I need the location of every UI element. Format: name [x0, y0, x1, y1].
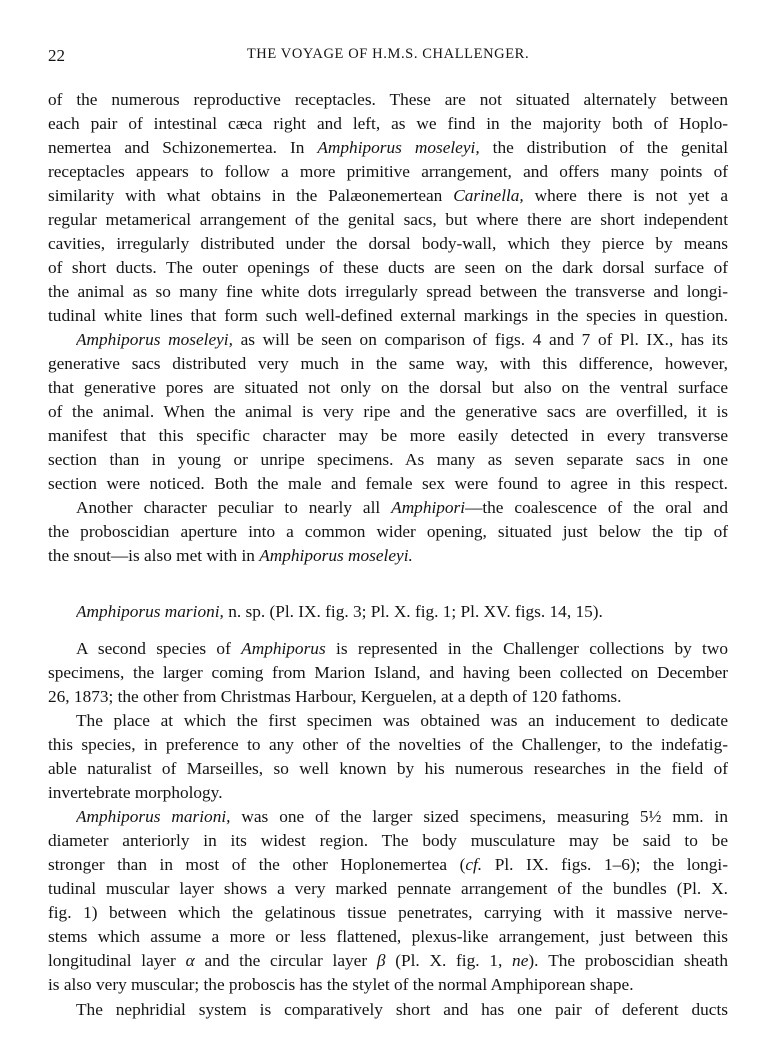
text-line: of the numerous reproductive receptacles. These are not situated alternately between	[48, 90, 728, 109]
text-line: each pair of intestinal cæca right and left, as we find in the majority both of Hoplo-	[48, 114, 728, 133]
text-line: able naturalist of Marseilles, so well known by his numerous researches in the field of	[48, 759, 728, 778]
text-line: this species, in preference to any other of the novelties of the Challenger, to the indefatig-	[48, 735, 728, 754]
text-line: is also very muscular; the proboscis has the stylet of the normal Amphiporean shape.	[48, 975, 634, 994]
text-line: section than in young or unripe specimens. As many as seven separate sacs in one	[48, 450, 728, 469]
text-line: fig. 1) between which the gelatinous tissue penetrates, carrying with it massive nerve-	[48, 903, 728, 922]
text-line: the animal as so many fine white dots irregularly spread between the transverse and longi-	[48, 282, 728, 301]
text-line: nemertea and Schizonemertea. In Amphiporus moseleyi, the distribution of the genital	[48, 138, 728, 157]
text-line: section were noticed. Both the male and female sex were found to agree in this respect.	[48, 474, 728, 493]
text-line: stronger than in most of the other Hoplonemertea (cf. Pl. IX. figs. 1–6); the longi-	[48, 855, 728, 874]
text-line: of the animal. When the animal is very ripe and the generative sacs are overfilled, it is	[48, 402, 728, 421]
text-line: invertebrate morphology.	[48, 783, 223, 802]
text-line: the snout—is also met with in Amphiporus moseleyi.	[48, 546, 413, 565]
text-line: The place at which the first specimen was obtained was an inducement to dedicate	[76, 711, 728, 730]
text-line: similarity with what obtains in the Palæonemertean Carinella, where there is not yet a	[48, 186, 728, 205]
text-line: Amphiporus marioni, was one of the larger sized specimens, measuring 5½ mm. in	[76, 807, 728, 826]
text-line: Amphiporus moseleyi, as will be seen on comparison of figs. 4 and 7 of Pl. IX., has its	[76, 330, 728, 349]
text-line: Another character peculiar to nearly all Amphipori—the coalescence of the oral and	[76, 498, 728, 517]
text-line: tudinal white lines that form such well-defined external markings in the species in question.	[48, 306, 728, 325]
running-title: THE VOYAGE OF H.M.S. CHALLENGER.	[246, 46, 530, 62]
text-line: regular metamerical arrangement of the genital sacs, but where there are short independent	[48, 210, 728, 229]
page-header	[48, 46, 728, 68]
text-line: stems which assume a more or less flattened, plexus-like arrangement, just between this	[48, 927, 728, 946]
text-line: that generative pores are situated not only on the dorsal but also on the ventral surface	[48, 378, 728, 397]
text-line: manifest that this specific character may be more easily detected in every transverse	[48, 426, 728, 445]
text-line: generative sacs distributed very much in the same way, with this difference, however,	[48, 354, 728, 373]
species-heading: Amphiporus marioni, n. sp. (Pl. IX. fig. 3; Pl. X. fig. 1; Pl. XV. figs. 14, 15).	[76, 602, 603, 621]
text-line: of short ducts. The outer openings of these ducts are seen on the dark dorsal surface of	[48, 258, 728, 277]
text-line: the proboscidian aperture into a common wider opening, situated just below the tip of	[48, 522, 728, 541]
text-line: 26, 1873; the other from Christmas Harbour, Kerguelen, at a depth of 120 fathoms.	[48, 687, 622, 706]
text-line: A second species of Amphiporus is represented in the Challenger collections by two	[76, 639, 728, 658]
text-line: longitudinal layer α and the circular layer β (Pl. X. fig. 1, ne). The proboscidian sheath	[48, 951, 728, 970]
text-line: cavities, irregularly distributed under the dorsal body-wall, which they pierce by means	[48, 234, 728, 253]
text-line: specimens, the larger coming from Marion Island, and having been collected on December	[48, 663, 728, 682]
text-line: receptacles appears to follow a more primitive arrangement, and offers many points of	[48, 162, 728, 181]
text-line: diameter anteriorly in its widest region. The body musculature may be said to be	[48, 831, 728, 850]
text-line: tudinal muscular layer shows a very marked pennate arrangement of the bundles (Pl. X.	[48, 879, 728, 898]
page-number: 22	[48, 46, 65, 65]
text-line: The nephridial system is comparatively short and has one pair of deferent ducts	[76, 1000, 728, 1019]
